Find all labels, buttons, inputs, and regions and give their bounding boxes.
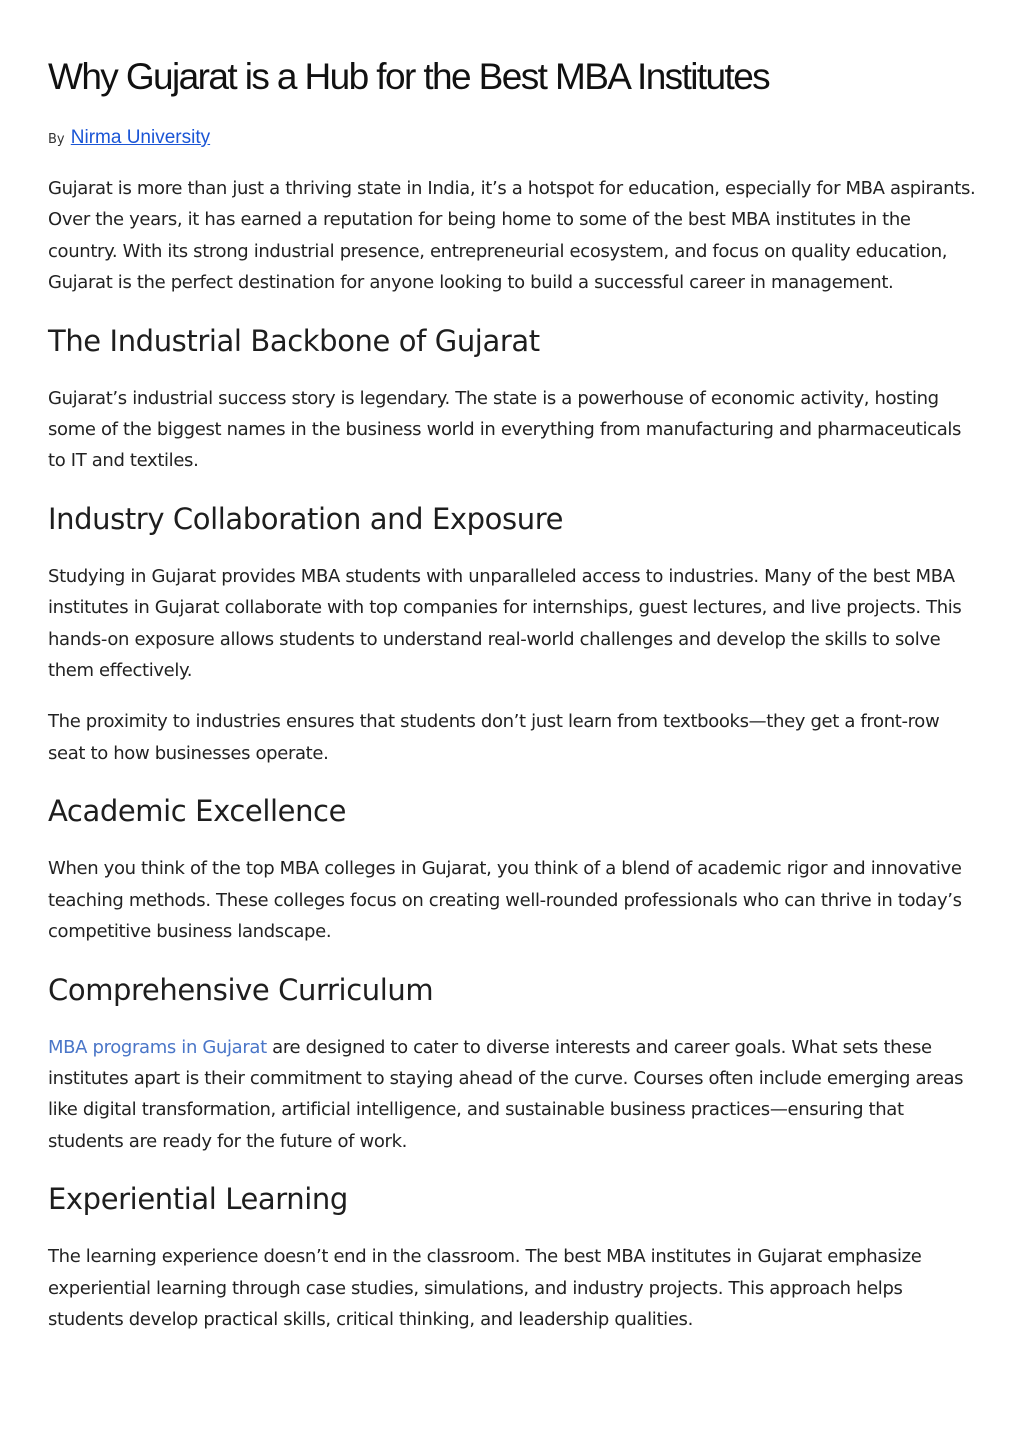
section-comprehensive-curriculum (48, 968, 978, 1158)
intro-paragraph: Gujarat is more than just a thriving state in India, it’s a hotspot for education, especially for MBA aspirants. Over the years, it has earned a reputation for being home to some of the best MBA institutes in the country. With its strong industrial presence, entrepreneurial ecosystem, and focus on quality education, Gujarat is the perfect destination for anyone looking to build a successful career in management. (48, 178, 976, 294)
section-heading: Experiential Learning (48, 1182, 348, 1217)
article-body (48, 173, 978, 1355)
section-industry-collaboration (48, 497, 978, 769)
section-heading: The Industrial Backbone of Gujarat (48, 323, 540, 358)
section-paragraph (48, 1032, 978, 1158)
author-link[interactable]: Nirma University (70, 127, 211, 148)
section-heading: Industry Collaboration and Exposure (48, 501, 564, 536)
byline (48, 126, 210, 152)
section-paragraph: Studying in Gujarat provides MBA students with unparalleled access to industries. Many of the best MBA institutes in Gujarat collaborate with top companies for internships, guest lectures, and live projects. This hands-on exposure allows students to understand real-world challenges and develop the skills to solve them effectively. (48, 565, 962, 682)
section-paragraph: The learning experience doesn’t end in the classroom. The best MBA institutes in Gujarat emphasize experiential learning through case studies, simulations, and industry projects. This approach helps students develop practical skills, critical thinking, and leadership qualities. (48, 1246, 922, 1330)
byline-prefix: By (48, 132, 65, 147)
section-industrial-backbone (48, 319, 978, 477)
section-paragraph: When you think of the top MBA colleges in Gujarat, you think of a blend of academic rigor and innovative teaching methods. These colleges focus on creating well-rounded professionals who can thrive in today’s competitive business landscape. (48, 858, 962, 943)
section-experiential-learning (48, 1177, 978, 1335)
paragraph-text: are designed to cater to diverse interests and career goals. What sets these institutes apart is their commitment to staying ahead of the curve. Courses often include emerging areas like digital transformation, artificial intelligence, and sustainable business practices—ensuring that students are ready for the future of work. (48, 1036, 964, 1152)
section-paragraph: Gujarat’s industrial success story is legendary. The state is a powerhouse of economic activity, hosting some of the biggest names in the business world in everything from manufacturing and pharmaceuticals to IT and textiles. (48, 387, 962, 472)
section-academic-excellence (48, 789, 978, 947)
section-paragraph: The proximity to industries ensures that students don’t just learn from textbooks—they get a front-row seat to how businesses operate. (48, 711, 940, 764)
section-heading: Comprehensive Curriculum (48, 972, 434, 1007)
mba-programs-link[interactable]: MBA programs in Gujarat (48, 1036, 267, 1058)
section-heading: Academic Excellence (48, 794, 347, 829)
page-title: Why Gujarat is a Hub for the Best MBA Institutes (48, 56, 770, 97)
